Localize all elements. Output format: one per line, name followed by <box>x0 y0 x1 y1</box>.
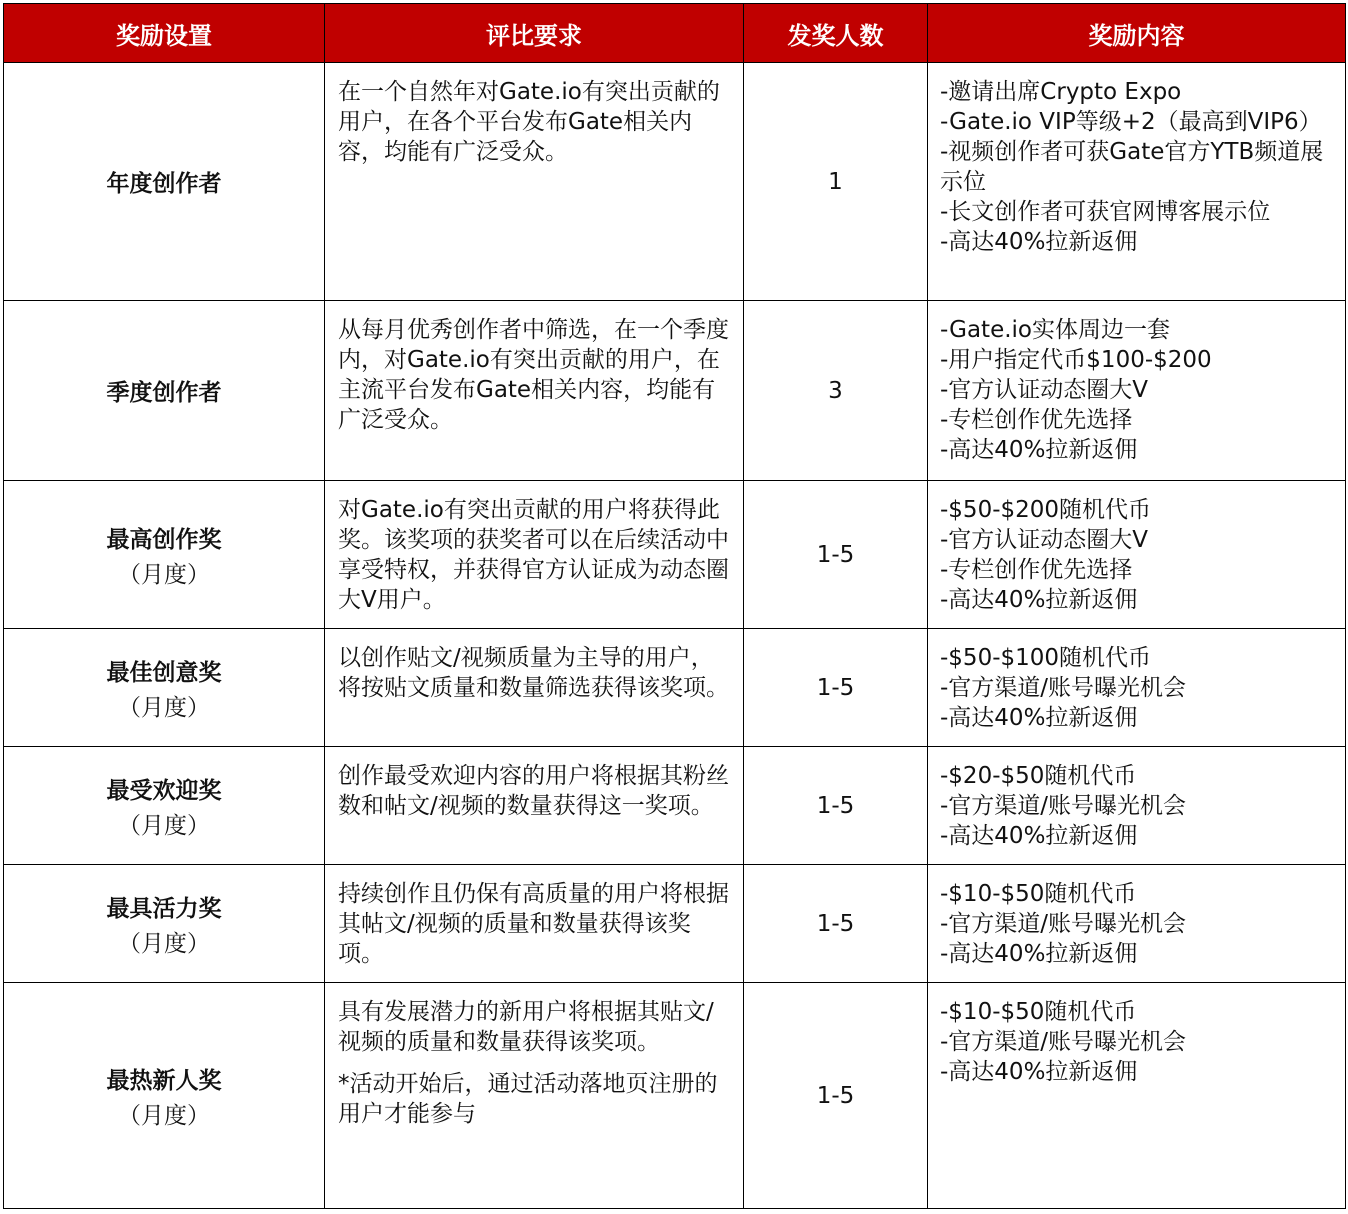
reward-item: -Gate.io VIP等级+2（最高到VIP6） <box>940 109 1322 135</box>
header-requirement: 评比要求 <box>325 4 744 63</box>
reward-item: -视频创作者可获Gate官方YTB频道展示位 <box>940 139 1324 195</box>
requirement-cell <box>325 481 744 629</box>
reward-item: -高达40%拉新返佣 <box>940 587 1138 613</box>
winner-count: 1-5 <box>744 983 928 1209</box>
rewards-cell <box>928 301 1346 481</box>
requirement-text: 创作最受欢迎内容的用户将根据其粉丝数和帖文/视频的数量获得这一奖项。 <box>338 763 729 819</box>
winner-count: 1-5 <box>744 865 928 983</box>
winner-count: 3 <box>744 301 928 481</box>
award-name: 最热新人奖 <box>106 1067 222 1094</box>
reward-item: -$50-$100随机代币 <box>940 645 1152 671</box>
award-name-cell <box>4 63 325 301</box>
reward-item: -高达40%拉新返佣 <box>940 229 1138 255</box>
table-row <box>4 983 1346 1209</box>
requirement-text: 以创作贴文/视频质量为主导的用户，将按贴文质量和数量筛选获得该奖项。 <box>338 645 729 701</box>
reward-item: -官方渠道/账号曝光机会 <box>940 911 1187 937</box>
header-rewards: 奖励内容 <box>928 4 1346 63</box>
reward-item: -高达40%拉新返佣 <box>940 823 1138 849</box>
table-row <box>4 301 1346 481</box>
winner-count: 1-5 <box>744 747 928 865</box>
award-period: （月度） <box>118 694 210 721</box>
requirement-text: 在一个自然年对Gate.io有突出贡献的用户，在各个平台发布Gate相关内容，均能有广泛受众。 <box>338 79 720 165</box>
table-row <box>4 629 1346 747</box>
reward-item: -高达40%拉新返佣 <box>940 705 1138 731</box>
reward-item: -官方渠道/账号曝光机会 <box>940 793 1187 819</box>
table-row <box>4 63 1346 301</box>
requirement-cell <box>325 629 744 747</box>
award-name-cell <box>4 747 325 865</box>
reward-item: -$20-$50随机代币 <box>940 763 1137 789</box>
reward-item: -$10-$50随机代币 <box>940 881 1137 907</box>
requirement-cell <box>325 301 744 481</box>
reward-item: -长文创作者可获官网博客展示位 <box>940 199 1271 225</box>
requirement-text: 持续创作且仍保有高质量的用户将根据其帖文/视频的质量和数量获得该奖项。 <box>338 881 729 967</box>
winner-count: 1 <box>744 63 928 301</box>
requirement-text: 具有发展潜力的新用户将根据其贴文/视频的质量和数量获得该奖项。 <box>338 999 714 1055</box>
reward-item: -专栏创作优先选择 <box>940 557 1133 583</box>
reward-item: -用户指定代币$100-$200 <box>940 347 1212 373</box>
rewards-cell <box>928 865 1346 983</box>
award-name: 最受欢迎奖 <box>106 777 222 804</box>
award-name-cell <box>4 301 325 481</box>
award-name: 最佳创意奖 <box>106 659 222 686</box>
rewards-cell <box>928 983 1346 1209</box>
reward-item: -高达40%拉新返佣 <box>940 941 1138 967</box>
winner-count: 1-5 <box>744 629 928 747</box>
header-row <box>4 4 1346 63</box>
reward-item: -专栏创作优先选择 <box>940 407 1133 433</box>
award-name-cell <box>4 983 325 1209</box>
reward-item: -官方渠道/账号曝光机会 <box>940 1029 1187 1055</box>
rewards-cell <box>928 63 1346 301</box>
awards-table <box>3 3 1346 1209</box>
reward-item: -Gate.io实体周边一套 <box>940 317 1170 343</box>
award-name-cell <box>4 481 325 629</box>
header-award: 奖励设置 <box>4 4 325 63</box>
award-name-cell <box>4 629 325 747</box>
award-period: （月度） <box>118 561 210 588</box>
requirement-text: 对Gate.io有突出贡献的用户将获得此奖。该奖项的获奖者可以在后续活动中享受特权，并获得官方认证成为动态圈大V用户。 <box>338 497 729 613</box>
award-name: 最高创作奖 <box>106 526 222 553</box>
reward-item: -$50-$200随机代币 <box>940 497 1152 523</box>
award-name: 季度创作者 <box>106 380 222 406</box>
rewards-cell <box>928 747 1346 865</box>
table-row <box>4 747 1346 865</box>
award-period: （月度） <box>118 930 210 957</box>
rewards-cell <box>928 629 1346 747</box>
reward-item: -高达40%拉新返佣 <box>940 1059 1138 1085</box>
rewards-cell <box>928 481 1346 629</box>
requirement-text: 从每月优秀创作者中筛选，在一个季度内，对Gate.io有突出贡献的用户，在主流平台发布Gate相关内容，均能有广泛受众。 <box>338 317 729 433</box>
reward-item: -高达40%拉新返佣 <box>940 437 1138 463</box>
requirement-cell <box>325 983 744 1209</box>
requirement-note: *活动开始后，通过活动落地页注册的用户才能参与 <box>338 1071 718 1127</box>
award-period: （月度） <box>118 812 210 839</box>
reward-item: -官方认证动态圈大V <box>940 377 1149 403</box>
award-name-cell <box>4 865 325 983</box>
header-count: 发奖人数 <box>744 4 928 63</box>
reward-item: -官方渠道/账号曝光机会 <box>940 675 1187 701</box>
winner-count: 1-5 <box>744 481 928 629</box>
table-row <box>4 481 1346 629</box>
award-name: 最具活力奖 <box>106 895 222 922</box>
requirement-cell <box>325 63 744 301</box>
award-period: （月度） <box>118 1102 210 1129</box>
reward-item: -官方认证动态圈大V <box>940 527 1149 553</box>
requirement-cell <box>325 865 744 983</box>
award-name: 年度创作者 <box>106 171 222 197</box>
table-row <box>4 865 1346 983</box>
reward-item: -$10-$50随机代币 <box>940 999 1137 1025</box>
requirement-cell <box>325 747 744 865</box>
reward-item: -邀请出席Crypto Expo <box>940 79 1182 105</box>
